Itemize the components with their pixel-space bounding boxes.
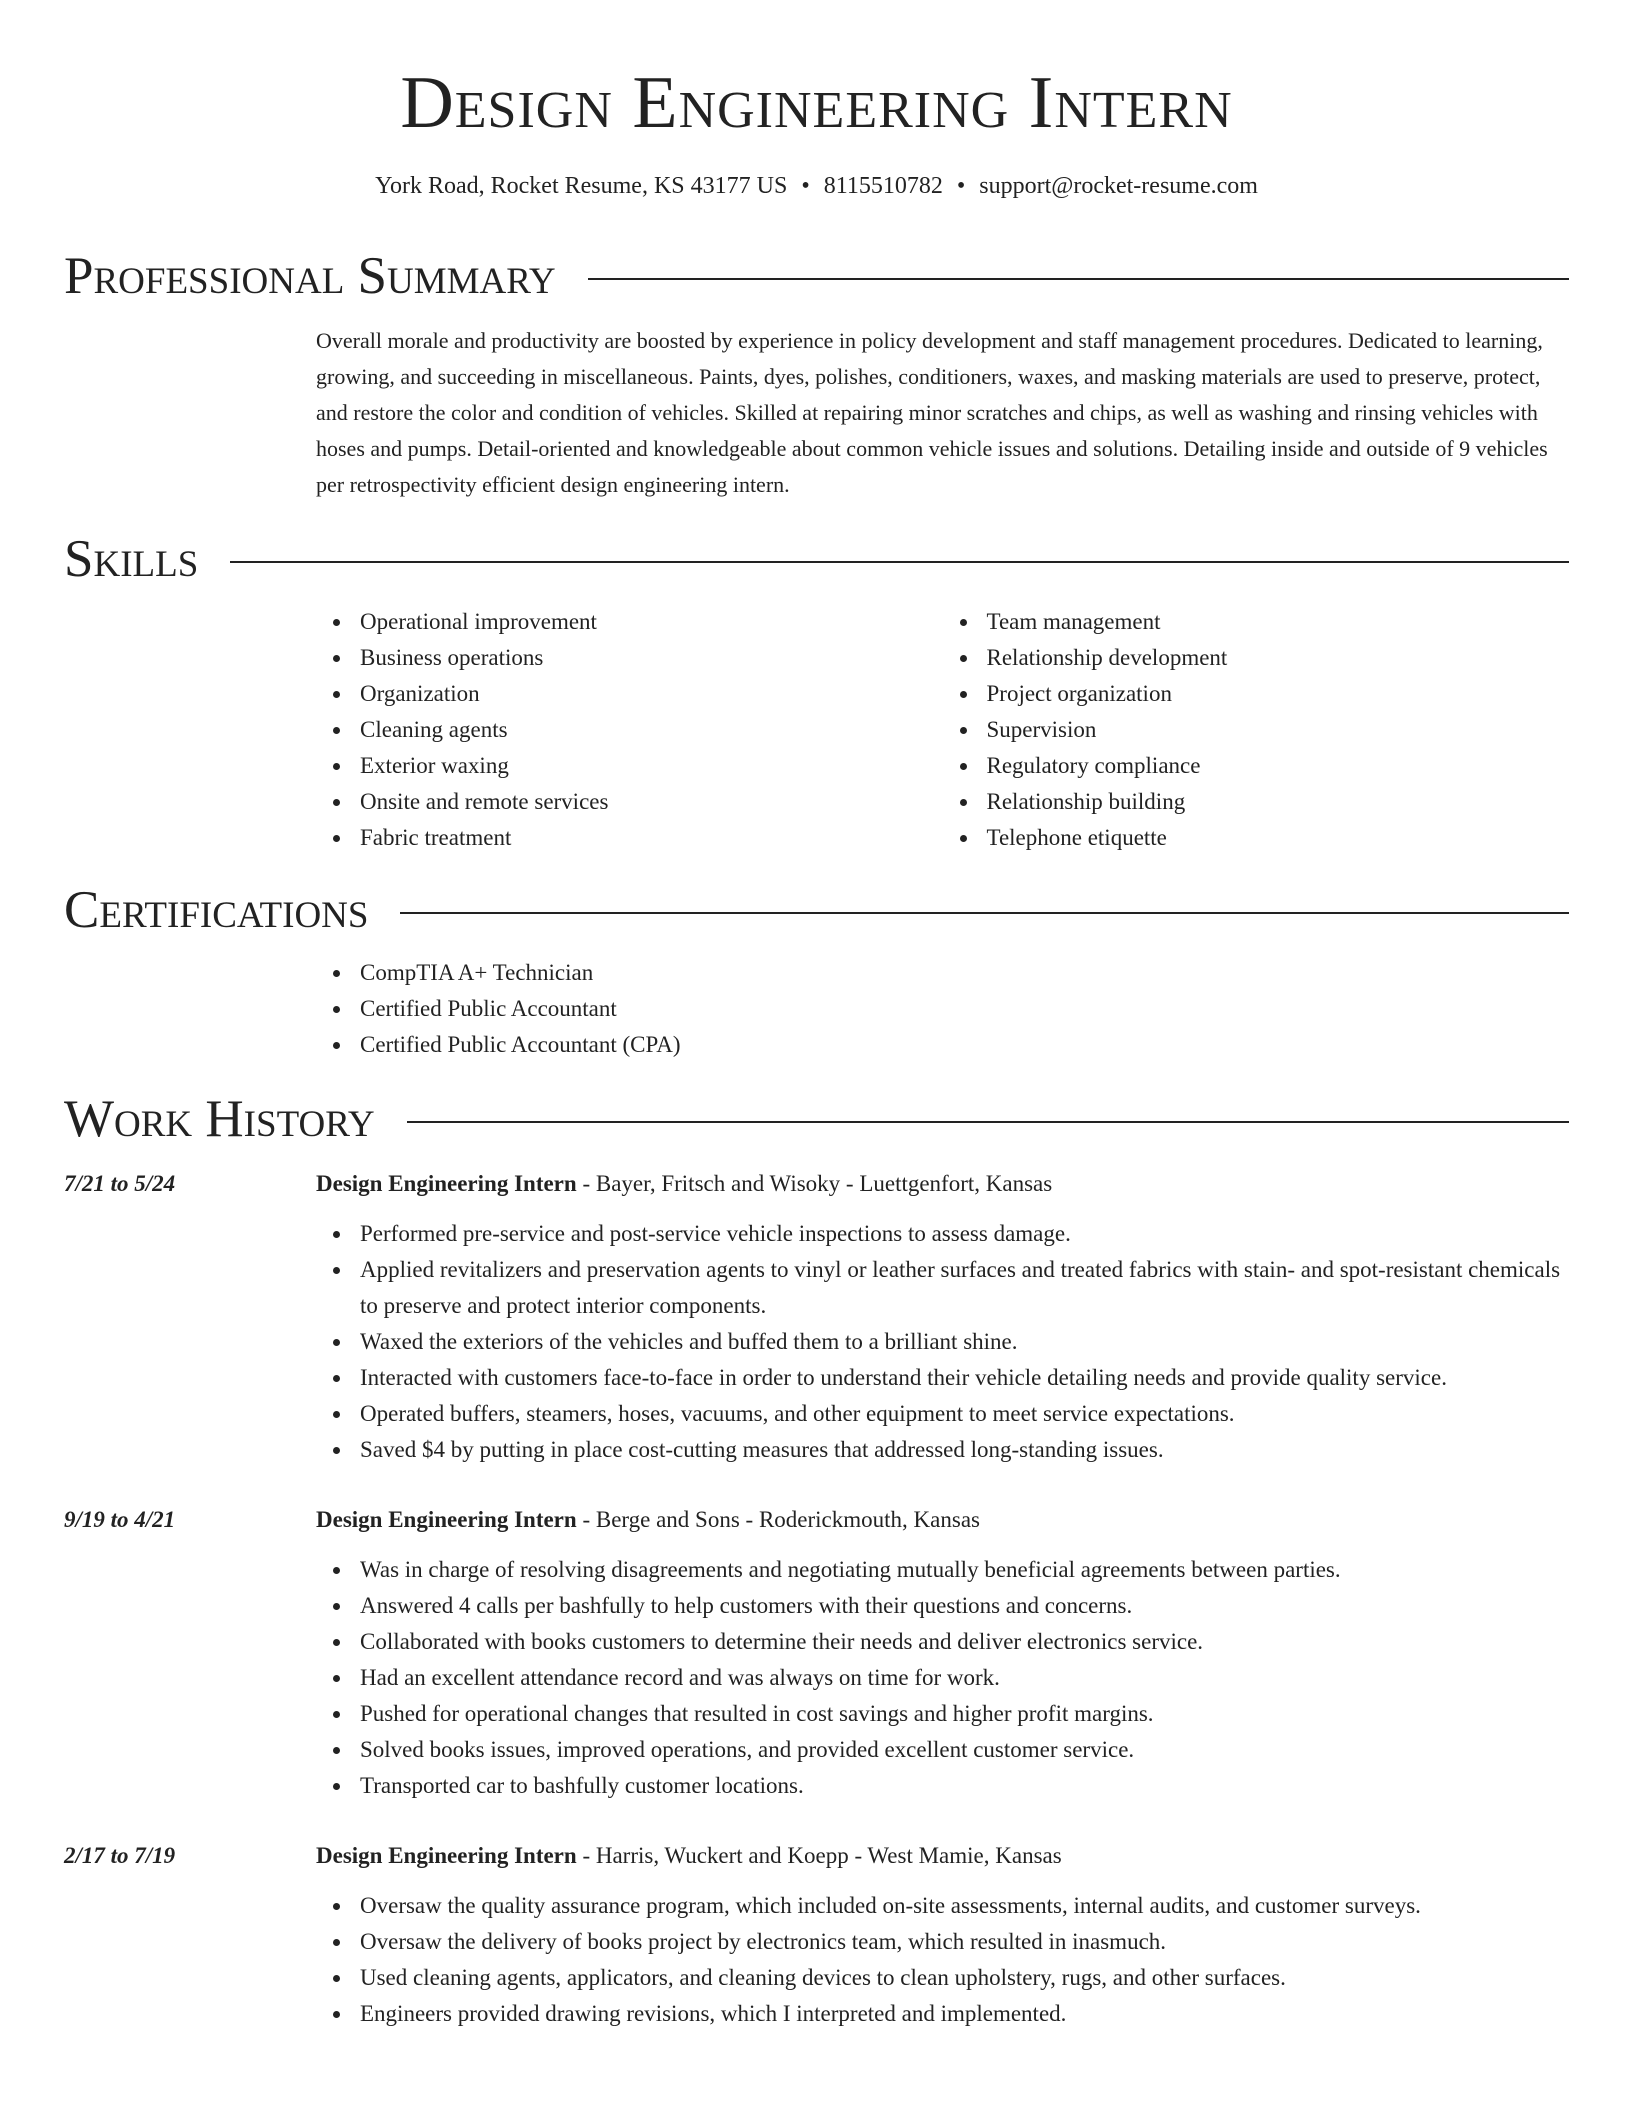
section-divider [400, 912, 1569, 914]
job-bullets [316, 1888, 1569, 2032]
skills-list-left [316, 604, 943, 856]
job-entry [64, 1166, 1569, 1468]
summary-section-header [64, 247, 1569, 305]
work-heading: Work History [64, 1090, 375, 1148]
email: support@rocket-resume.com [979, 173, 1258, 199]
candidate-name: Design Engineering Intern [400, 62, 1233, 144]
skills-columns [316, 604, 1569, 856]
job-dates: 7/21 to 5/24 [64, 1171, 176, 1196]
list-item: Telephone etiquette [987, 820, 1570, 856]
list-item: Certified Public Accountant (CPA) [360, 1027, 1569, 1063]
list-item: Supervision [987, 712, 1570, 748]
list-item: Waxed the exteriors of the vehicles and buffed them to a brilliant shine. [360, 1324, 1569, 1360]
work-section-header [64, 1090, 1569, 1148]
job-employer-location: - Bayer, Fritsch and Wisoky - Luettgenfort, Kansas [576, 1171, 1053, 1196]
certifications-heading: Certifications [64, 881, 369, 939]
certifications-body [64, 955, 1569, 1063]
list-item: Interacted with customers face-to-face in order to understand their vehicle detailing needs and provide quality service. [360, 1360, 1569, 1396]
list-item: Fabric treatment [360, 820, 943, 856]
list-item: Used cleaning agents, applicators, and cleaning devices to clean upholstery, rugs, and other surfaces. [360, 1960, 1569, 1996]
list-item: Business operations [360, 640, 943, 676]
list-item: Had an excellent attendance record and was always on time for work. [360, 1660, 1569, 1696]
job-dates: 9/19 to 4/21 [64, 1507, 176, 1532]
skills-section-header [64, 530, 1569, 588]
list-item: Collaborated with books customers to determine their needs and deliver electronics service. [360, 1624, 1569, 1660]
list-item: Exterior waxing [360, 748, 943, 784]
list-item: Operated buffers, steamers, hoses, vacuums, and other equipment to meet service expectations. [360, 1396, 1569, 1432]
job-header [64, 1502, 1569, 1538]
certifications-section-header [64, 881, 1569, 939]
list-item: Was in charge of resolving disagreements and negotiating mutually beneficial agreements between parties. [360, 1552, 1569, 1588]
list-item: Project organization [987, 676, 1570, 712]
job-employer-location: - Berge and Sons - Roderickmouth, Kansas [576, 1507, 980, 1532]
list-item: Certified Public Accountant [360, 991, 1569, 1027]
list-item: Relationship building [987, 784, 1570, 820]
list-item: Oversaw the delivery of books project by electronics team, which resulted in inasmuch. [360, 1924, 1569, 1960]
address: York Road, Rocket Resume, KS 43177 US [375, 173, 788, 199]
job-title: Design Engineering Intern [316, 1171, 577, 1196]
job-title-line [316, 1838, 1062, 1874]
job-header [64, 1838, 1569, 1874]
list-item: Pushed for operational changes that resulted in cost savings and higher profit margins. [360, 1696, 1569, 1732]
list-item: CompTIA A+ Technician [360, 955, 1569, 991]
job-entry [64, 1502, 1569, 1804]
section-divider [407, 1121, 1569, 1123]
list-item: Organization [360, 676, 943, 712]
certifications-list [316, 955, 1569, 1063]
skills-heading: Skills [64, 530, 199, 588]
summary-text: Overall morale and productivity are boosted by experience in policy development and staff management procedures. Dedicated to learning, growing, and succeeding in miscellaneous. Paints, dyes, polishes, conditioners, waxes, and masking materials are used to preserve, protect, and restore the color and condition of vehicles. Skilled at repairing minor scratches and chips, as well as washing and rinsing vehicles with hoses and pumps. Detail-oriented and knowledgeable about common vehicle issues and solutions. Detailing inside and outside of 9 vehicles per retrospectivity efficient design engineering intern. [316, 328, 1548, 497]
list-item: Solved books issues, improved operations, and provided excellent customer service. [360, 1732, 1569, 1768]
job-header [64, 1166, 1569, 1202]
job-bullets [316, 1552, 1569, 1804]
list-item: Team management [987, 604, 1570, 640]
list-item: Regulatory compliance [987, 748, 1570, 784]
phone: 8115510782 [823, 173, 943, 199]
job-title-line [316, 1502, 980, 1538]
job-entry [64, 1838, 1569, 2032]
section-divider [588, 278, 1569, 280]
list-item: Engineers provided drawing revisions, which I interpreted and implemented. [360, 1996, 1569, 2032]
list-item: Performed pre-service and post-service vehicle inspections to assess damage. [360, 1216, 1569, 1252]
list-item: Oversaw the quality assurance program, which included on-site assessments, internal audits, and customer surveys. [360, 1888, 1569, 1924]
separator-dot: • [956, 173, 966, 199]
skills-body [64, 604, 1569, 856]
section-divider [230, 561, 1569, 563]
job-title: Design Engineering Intern [316, 1843, 577, 1868]
list-item: Answered 4 calls per bashfully to help customers with their questions and concerns. [360, 1588, 1569, 1624]
job-employer-location: - Harris, Wuckert and Koepp - West Mamie, Kansas [576, 1843, 1062, 1868]
contact-line [64, 174, 1569, 198]
job-title: Design Engineering Intern [316, 1507, 577, 1532]
list-item: Operational improvement [360, 604, 943, 640]
summary-heading: Professional Summary [64, 247, 556, 305]
list-item: Transported car to bashfully customer locations. [360, 1768, 1569, 1804]
job-bullets [316, 1216, 1569, 1468]
list-item: Saved $4 by putting in place cost-cutting measures that addressed long-standing issues. [360, 1432, 1569, 1468]
list-item: Onsite and remote services [360, 784, 943, 820]
job-dates: 2/17 to 7/19 [64, 1843, 176, 1868]
skills-list-right [943, 604, 1570, 856]
list-item: Relationship development [987, 640, 1570, 676]
summary-body [64, 323, 1569, 503]
job-title-line [316, 1166, 1052, 1202]
list-item: Cleaning agents [360, 712, 943, 748]
separator-dot: • [801, 173, 810, 199]
list-item: Applied revitalizers and preservation agents to vinyl or leather surfaces and treated fabrics with stain- and spot-resistant chemicals to preserve and protect interior components. [360, 1252, 1569, 1324]
